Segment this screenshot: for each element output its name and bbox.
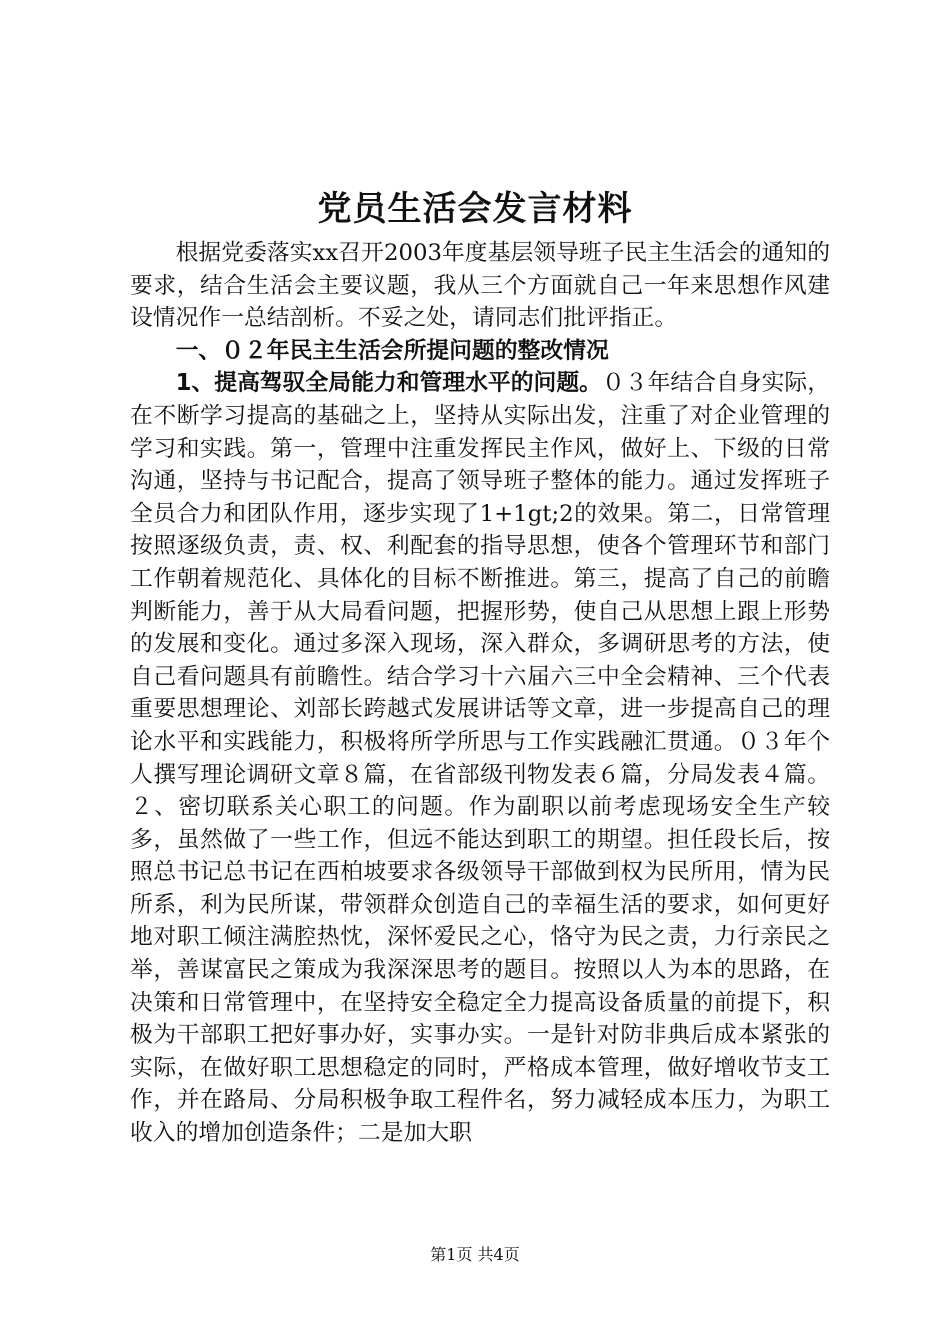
intro-paragraph: 根据党委落实xx召开2003年度基层领导班子民主生活会的通知的要求，结合生活会主要议题，我从三个方面就自己一年来思想作风建设情况作一总结剖析。不妥之处，请同志们批评指正。 (130, 240, 830, 332)
page-footer: 第1页 共4页 (430, 1245, 520, 1264)
item-paragraph (130, 367, 830, 1149)
document-body (130, 237, 830, 1150)
item-body: ０３年结合自身实际，在不断学习提高的基础之上，坚持从实际出发，注重了对企业管理的学习和实践。第一，管理中注重发挥民主作风，做好上、下级的日常沟通，坚持与书记配合，提高了领导班子整体的能力。通过发挥班子全员合力和团队作用，逐步实现了1+1gt;2的效果。第二，日常管理按照逐级负责，责、权、利配套的指导思想，使各个管理环节和部门工作朝着规范化、具体化的目标不断推进。第三，提高了自己的前瞻判断能力，善于从大局看问题，把握形势，使自己从思想上跟上形势的发展和变化。通过多深入现场，深入群众，多调研思考的方法，使自己看问题具有前瞻性。结合学习十六届六三中全会精神、三个代表重要思想理论、刘部长跨越式发展讲话等文章，进一步提高自己的理论水平和实践能力，积极将所学所思与工作实践融汇贯通。０３年个人撰写理论调研文章８篇，在省部级刊物发表６篇，分局发表４篇。２、密切联系关心职工的问题。作为副职以前考虑现场安全生产较多，虽然做了一些工作，但远不能达到职工的期望。担任段长后，按照总书记总书记在西柏坡要求各级领导干部做到权为民所用，情为民所系，利为民所谋，带领群众创造自己的幸福生活的要求，如何更好地对职工倾注满腔热忱，深怀爱民之心，恪守为民之责，力行亲民之举，善谋富民之策成为我深深思考的题目。按照以人为本的思路，在决策和日常管理中，在坚持安全稳定全力提高设备质量的前提下，积极为干部职工把好事办好，实事办实。一是针对防非典后成本紧张的实际，在做好职工思想稳定的同时，严格成本管理，做好增收节支工作，并在路局、分局积极争取工程件名，努力减轻成本压力，为职工收入的增加创造条件；二是加大职 (130, 370, 830, 1147)
document-title: 党员生活会发言材料 (317, 189, 633, 229)
section-heading: 一、０２年民主生活会所提问题的整改情况 (175, 337, 609, 364)
item-heading: 1、提高驾驭全局能力和管理水平的问题。 (175, 370, 602, 397)
